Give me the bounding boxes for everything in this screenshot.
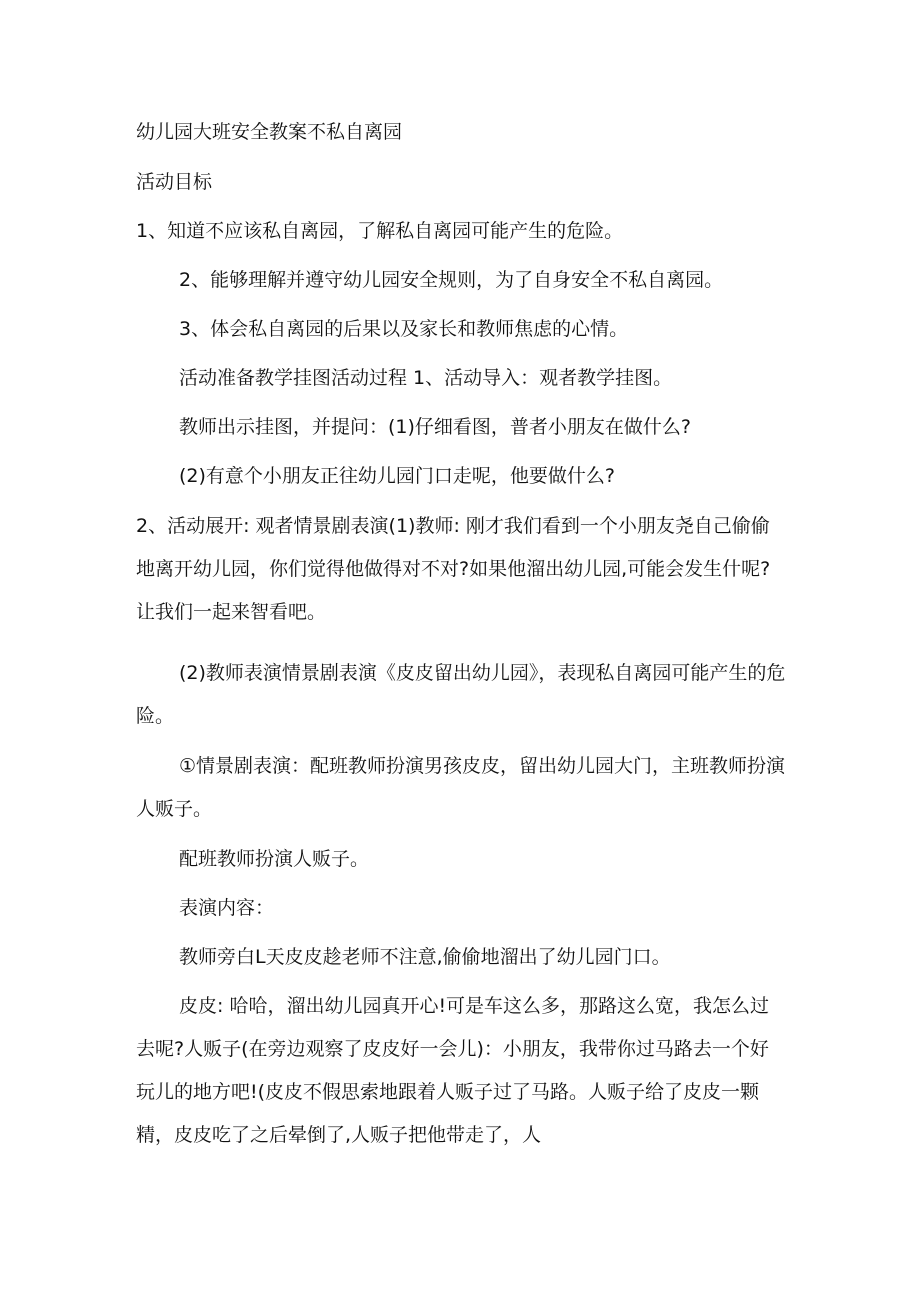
- scene-performance-paragraph: ①情景剧表演：配班教师扮演男孩皮皮，留出幼儿园大门，主班教师扮演人贩子。: [136, 755, 786, 820]
- activity-expansion-paragraph: 2、活动展开: 观者情景剧表演(1)教师: 刚才我们看到一个小朋友尧自己偷偷地离开幼儿园，你们觉得他做得对不对?如果他溜出幼儿园,可能会发生什呢?让我们一起来智看吧。: [136, 515, 771, 623]
- goal-2-paragraph: 2、能够理解并遵守幼儿园安全规则，为了自身安全不私自离园。: [179, 269, 724, 291]
- performance-content-label: 表演内容：: [179, 897, 275, 919]
- role-paragraph: 配班教师扮演人贩子。: [179, 848, 370, 870]
- document-title: 幼儿园大班安全教案不私自离园: [136, 121, 403, 143]
- question-2-paragraph: (2)有意个小朋友正往幼儿园门口走呢，他要做什么?: [179, 465, 615, 487]
- dialogue-paragraph: 皮皮: 哈哈，溜出幼儿园真开心!可是车这么多，那路这么宽，我怎么过去呢?人贩子(在旁边观察了皮皮好一会儿)：小朋友，我带你过马路去一个好玩儿的地方吧!(皮皮不假思索地跟着人贩子过了马路。人贩子给了皮皮一颗精，皮皮吃了之后晕倒了,人贩子把他带走了，人: [136, 995, 770, 1146]
- preparation-paragraph: 活动准备教学挂图活动过程 1、活动导入：观者教学挂图。: [179, 367, 673, 389]
- narration-paragraph: 教师旁白L天皮皮趁老师不注意,偷偷地溜出了幼儿园门口。: [179, 946, 671, 968]
- teacher-performance-paragraph: (2)教师表演情景剧表演《皮皮留出幼儿园》，表现私自离园可能产生的危险。: [136, 662, 786, 727]
- goal-3-paragraph: 3、体会私自离园的后果以及家长和教师焦虑的心情。: [179, 318, 629, 340]
- goal-1-paragraph: 1、知道不应该私自离园，了解私自离园可能产生的危险。: [136, 220, 624, 242]
- section-heading: 活动目标: [136, 171, 213, 193]
- question-1-paragraph: 教师出示挂图，并提问：(1)仔细看图，普者小朋友在做什么?: [179, 416, 691, 438]
